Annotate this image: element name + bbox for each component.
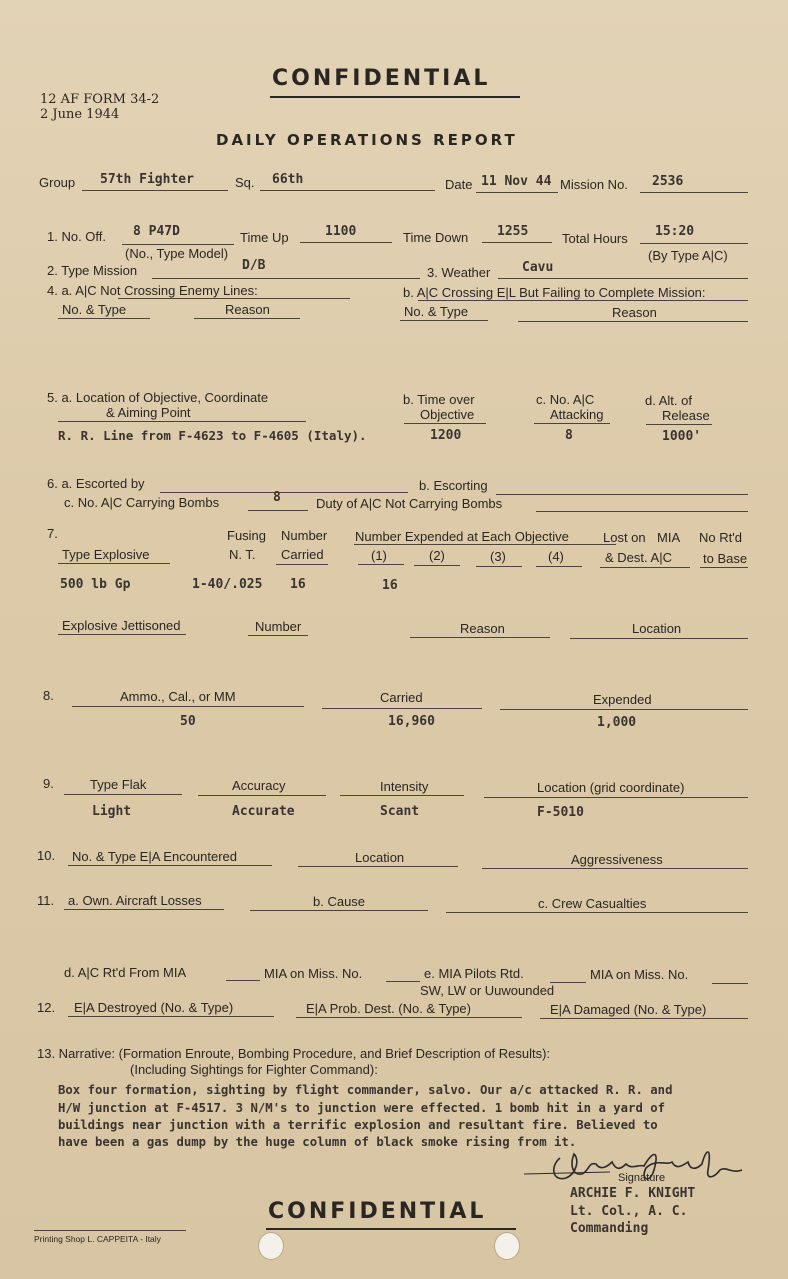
s11-num: 11. bbox=[37, 893, 55, 908]
cause-header: b. Cause bbox=[313, 894, 366, 909]
mission-value: 2536 bbox=[652, 174, 684, 189]
confidential-bottom: CONFIDENTIAL bbox=[268, 1199, 487, 1224]
s4a-reason: Reason bbox=[225, 302, 270, 317]
total-hours-label: Total Hours bbox=[562, 231, 628, 246]
by-type-note: (By Type A|C) bbox=[648, 248, 728, 263]
type-flak-header: Type Flak bbox=[90, 777, 147, 792]
s4a-label: 4. a. A|C Not Crossing Enemy Lines: bbox=[47, 283, 258, 298]
ea-destroyed-header: E|A Destroyed (No. & Type) bbox=[74, 1000, 234, 1015]
date-value: 11 Nov 44 bbox=[481, 174, 552, 189]
accuracy-header: Accuracy bbox=[232, 778, 286, 793]
mia-miss-no-label-2: MIA on Miss. No. bbox=[590, 967, 689, 982]
objective-location-value: R. R. Line from F-4623 to F-4605 (Italy). bbox=[58, 428, 367, 443]
s1-label: 1. No. Off. bbox=[47, 229, 107, 244]
type-model-note: (No., Type Model) bbox=[125, 246, 229, 261]
s9-num: 9. bbox=[43, 776, 54, 791]
group-label: Group bbox=[39, 175, 76, 190]
confidential-top: CONFIDENTIAL bbox=[272, 66, 491, 91]
time-down-value: 1255 bbox=[497, 224, 529, 239]
flak-location-header: Location (grid coordinate) bbox=[537, 780, 685, 795]
narrative-line: have been a gas dump by the huge column of black smoke rising from it. bbox=[58, 1135, 577, 1149]
time-down-label: Time Down bbox=[403, 230, 469, 245]
s12-num: 12. bbox=[37, 1000, 56, 1015]
s5a-label2: & Aiming Point bbox=[106, 405, 191, 420]
narrative-line: buildings near junction with a terrific explosion and resultant fire. Believed to bbox=[58, 1118, 658, 1132]
narrative-label: 13. Narrative: (Formation Enroute, Bombing Procedure, and Brief Description of Results): bbox=[37, 1046, 551, 1061]
jett-location-header: Location bbox=[632, 621, 682, 636]
s5a-label1: 5. a. Location of Objective, Coordinate bbox=[47, 390, 269, 405]
ammo-carried-value: 16,960 bbox=[388, 714, 435, 729]
s4b-label: b. A|C Crossing E|L But Failing to Complete Mission: bbox=[403, 285, 706, 300]
s8-num: 8. bbox=[43, 688, 54, 703]
mission-label: Mission No. bbox=[560, 177, 628, 192]
attacking-value: 8 bbox=[565, 428, 573, 443]
nt-header: N. T. bbox=[229, 547, 256, 562]
s5c-label2: Attacking bbox=[550, 407, 604, 422]
weather-value: Cavu bbox=[522, 260, 554, 275]
carried-header: Carried bbox=[281, 547, 324, 562]
s5c-label1: c. No. A|C bbox=[536, 392, 595, 407]
total-hours-value: 15:20 bbox=[655, 224, 695, 239]
s5d-label2: Release bbox=[662, 408, 710, 423]
intensity-header: Intensity bbox=[380, 779, 429, 794]
mia-pilots-label: e. MIA Pilots Rtd. bbox=[424, 966, 524, 981]
carrying-bombs-value: 8 bbox=[273, 490, 281, 505]
flak-intensity-value: Scant bbox=[380, 804, 420, 819]
dest-ac-header: & Dest. A|C bbox=[605, 550, 672, 565]
no-rtd-header: No Rt'd bbox=[699, 530, 742, 545]
signatory-rank: Lt. Col., A. C. bbox=[570, 1204, 688, 1219]
jett-number-header: Number bbox=[255, 619, 302, 634]
s4b-no-type: No. & Type bbox=[404, 304, 469, 319]
printer-credit: Printing Shop L. CAPPEITA - Italy bbox=[34, 1234, 161, 1244]
signature-label: Signature bbox=[618, 1172, 666, 1184]
to-base-header: to Base bbox=[703, 551, 748, 566]
release-alt-value: 1000' bbox=[662, 429, 702, 444]
duty-label: Duty of A|C Not Carrying Bombs bbox=[316, 496, 503, 511]
mia-header: MIA bbox=[657, 530, 681, 545]
time-up-value: 1100 bbox=[325, 224, 357, 239]
narrative-line: Box four formation, sighting by flight commander, salvo. Our a/c attacked R. R. and bbox=[58, 1083, 673, 1097]
ammo-expended-header: Expended bbox=[593, 692, 652, 707]
crew-casualties-header: c. Crew Casualties bbox=[538, 896, 647, 911]
s6a-label: 6. a. Escorted by bbox=[47, 476, 145, 491]
s10-num: 10. bbox=[37, 848, 56, 863]
ea-damaged-header: E|A Damaged (No. & Type) bbox=[550, 1002, 707, 1017]
time-up-label: Time Up bbox=[240, 230, 289, 245]
number-header: Number bbox=[281, 528, 328, 543]
aggressiveness-header: Aggressiveness bbox=[571, 852, 663, 867]
s3-label: 3. Weather bbox=[427, 265, 491, 280]
mia-miss-no-label-1: MIA on Miss. No. bbox=[264, 966, 363, 981]
s5d-label1: d. Alt. of bbox=[645, 393, 692, 408]
objective-col-2: (2) bbox=[429, 548, 445, 563]
date-label: Date bbox=[445, 177, 473, 192]
fusing-header: Fusing bbox=[227, 528, 267, 543]
form-number: 12 AF FORM 34-2 bbox=[40, 92, 160, 107]
ammo-carried-header: Carried bbox=[380, 690, 423, 705]
time-over-value: 1200 bbox=[430, 428, 462, 443]
s2-label: 2. Type Mission bbox=[47, 263, 138, 278]
s4b-reason: Reason bbox=[612, 305, 657, 320]
s5b-label1: b. Time over bbox=[403, 392, 475, 407]
rtd-from-mia-label: d. A|C Rt'd From MIA bbox=[64, 965, 187, 980]
ammo-header: Ammo., Cal., or MM bbox=[120, 689, 236, 704]
fusing-value: 1-40/.025 bbox=[192, 577, 263, 592]
s6b-label: b. Escorting bbox=[419, 478, 488, 493]
form-date: 2 June 1944 bbox=[40, 107, 120, 122]
ammo-cal-value: 50 bbox=[180, 714, 196, 729]
group-value: 57th Fighter bbox=[100, 172, 194, 187]
signatory-role: Commanding bbox=[570, 1221, 649, 1236]
encountered-header: No. & Type E|A Encountered bbox=[72, 849, 238, 864]
carried-value: 16 bbox=[290, 577, 306, 592]
narrative-sublabel: (Including Sightings for Fighter Command): bbox=[130, 1062, 378, 1077]
s4a-no-type: No. & Type bbox=[62, 302, 127, 317]
s6c-label: c. No. A|C Carrying Bombs bbox=[64, 495, 220, 510]
wound-status-label: SW, LW or Uuwounded bbox=[420, 983, 555, 998]
narrative-line: H/W junction at F-4517. 3 N/M's to junction were effected. 1 bomb hit in a yard of bbox=[58, 1101, 666, 1115]
objective-col-4: (4) bbox=[548, 549, 564, 564]
punch-hole-right bbox=[494, 1232, 520, 1260]
flak-type-value: Light bbox=[92, 804, 132, 819]
own-losses-header: a. Own. Aircraft Losses bbox=[68, 893, 202, 908]
report-title: DAILY OPERATIONS REPORT bbox=[216, 131, 518, 149]
jett-reason-header: Reason bbox=[460, 621, 505, 636]
ea-location-header: Location bbox=[355, 850, 405, 865]
s7-num: 7. bbox=[47, 526, 58, 541]
sq-value: 66th bbox=[272, 172, 304, 187]
explosive-type-value: 500 lb Gp bbox=[60, 577, 131, 592]
punch-hole-left bbox=[258, 1232, 284, 1260]
ea-prob-dest-header: E|A Prob. Dest. (No. & Type) bbox=[306, 1001, 471, 1016]
objective-col-3: (3) bbox=[490, 549, 506, 564]
handwritten-signature bbox=[520, 1140, 755, 1192]
objective-col-1: (1) bbox=[371, 548, 387, 563]
s5b-label2: Objective bbox=[420, 407, 475, 422]
lost-on-header: Lost on bbox=[603, 530, 646, 545]
type-mission-value: D/B bbox=[242, 258, 266, 273]
ammo-expended-value: 1,000 bbox=[597, 715, 637, 730]
expended-obj1-value: 16 bbox=[382, 578, 398, 593]
sq-label: Sq. bbox=[235, 175, 255, 190]
type-explosive-header: Type Explosive bbox=[62, 547, 150, 562]
flak-location-value: F-5010 bbox=[537, 805, 584, 820]
signatory-name: ARCHIE F. KNIGHT bbox=[570, 1186, 696, 1201]
no-off-value: 8 P47D bbox=[133, 224, 180, 239]
expended-header: Number Expended at Each Objective bbox=[355, 529, 569, 544]
jettisoned-header: Explosive Jettisoned bbox=[62, 618, 181, 633]
flak-accuracy-value: Accurate bbox=[232, 804, 295, 819]
